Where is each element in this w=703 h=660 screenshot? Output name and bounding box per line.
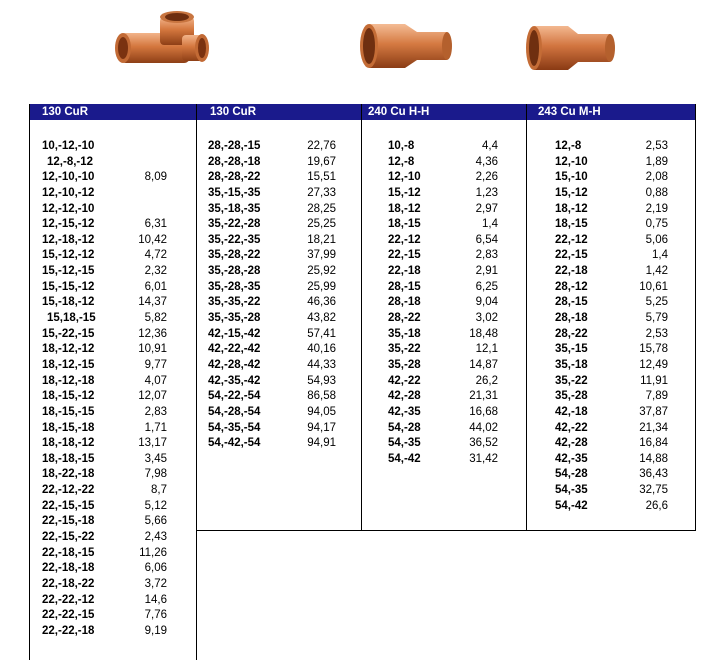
fitting-price: 5,12 — [144, 499, 167, 512]
fitting-size: 42,-22 — [555, 421, 588, 434]
fitting-size: 28,-28,-22 — [208, 171, 261, 184]
fitting-size: 54,-42 — [388, 452, 421, 465]
fitting-price: 2,83 — [475, 249, 498, 262]
fitting-price: 94,91 — [307, 437, 336, 450]
fitting-size: 42,-28,-42 — [208, 358, 261, 371]
fitting-price: 27,33 — [307, 186, 336, 199]
fitting-size: 42,-18 — [555, 405, 588, 418]
fitting-price: 6,31 — [144, 218, 167, 231]
table-border — [361, 104, 362, 531]
fitting-size: 15,-12 — [555, 186, 588, 199]
fitting-price: 54,93 — [307, 374, 336, 387]
fitting-size: 35,-22,-28 — [208, 218, 261, 231]
fitting-size: 28,-15 — [388, 280, 421, 293]
fitting-size: 12,-8,-12 — [47, 155, 94, 168]
fitting-size: 18,-15,-15 — [42, 405, 95, 418]
fitting-price: 2,08 — [645, 171, 668, 184]
fitting-size: 22,-12 — [555, 233, 588, 246]
copper-reducer-hh-icon — [355, 12, 461, 77]
column-header-2: 130 CuR — [210, 106, 257, 118]
fitting-size: 15,-22,-15 — [42, 327, 95, 340]
fitting-price: 7,76 — [144, 609, 167, 622]
fitting-size: 22,-15,-15 — [42, 499, 95, 512]
fitting-size: 54,-42,-54 — [208, 437, 261, 450]
fitting-size: 18,-15,-12 — [42, 390, 95, 403]
fitting-price: 6,06 — [144, 562, 167, 575]
fitting-size: 28,-12 — [555, 280, 588, 293]
fitting-price: 14,88 — [639, 452, 668, 465]
fitting-size: 12,-12,-10 — [42, 202, 95, 215]
fitting-price: 3,02 — [475, 312, 498, 325]
fitting-size: 22,-12,-22 — [42, 484, 95, 497]
fitting-price: 13,17 — [138, 437, 167, 450]
column-header-4: 243 Cu M-H — [538, 106, 601, 118]
fitting-price: 2,91 — [475, 265, 498, 278]
fitting-size: 12,-15,-12 — [42, 218, 95, 231]
fitting-size: 18,-22,-18 — [42, 468, 95, 481]
fitting-price: 37,87 — [639, 405, 668, 418]
fitting-size: 28,-28,-18 — [208, 155, 261, 168]
fitting-size: 35,-18 — [388, 327, 421, 340]
fitting-price: 4,4 — [482, 140, 498, 152]
fitting-price: 2,83 — [144, 405, 167, 418]
fitting-price: 12,36 — [138, 327, 167, 340]
fitting-size: 35,-28 — [388, 358, 421, 371]
fitting-size: 35,-22 — [555, 374, 588, 387]
fitting-price: 5,06 — [645, 233, 668, 246]
fitting-size: 22,-15,-18 — [42, 515, 95, 528]
fitting-size: 12,-8 — [388, 155, 415, 168]
fitting-size: 18,-15 — [555, 218, 588, 231]
fitting-size: 18,-15 — [388, 218, 421, 231]
fitting-price: 36,52 — [469, 437, 498, 450]
fitting-size: 15,-15,-12 — [42, 280, 95, 293]
fitting-price: 28,25 — [307, 202, 336, 215]
fitting-size: 10,-12,-10 — [42, 140, 95, 152]
fitting-size: 28,-15 — [555, 296, 588, 309]
fitting-price: 22,76 — [307, 140, 336, 152]
fitting-size: 22,-18 — [555, 265, 588, 278]
fitting-size: 15,18,-15 — [47, 312, 96, 325]
fitting-size: 12,-10,-10 — [42, 171, 95, 184]
fitting-size: 35,-18,-35 — [208, 202, 261, 215]
fitting-price: 3,45 — [144, 452, 167, 465]
fitting-size: 42,-35 — [388, 405, 421, 418]
fitting-size: 22,-15 — [555, 249, 588, 262]
fitting-price: 44,02 — [469, 421, 498, 434]
fitting-price: 6,54 — [475, 233, 498, 246]
fitting-size: 35,-28,-22 — [208, 249, 261, 262]
fitting-price: 12,1 — [475, 343, 498, 356]
fitting-price: 9,04 — [475, 296, 498, 309]
fitting-price: 5,66 — [144, 515, 167, 528]
fitting-price: 12,07 — [138, 390, 167, 403]
fitting-price: 16,68 — [469, 405, 498, 418]
fitting-size: 54,-35 — [555, 484, 588, 497]
fitting-price: 21,31 — [469, 390, 498, 403]
fitting-size: 12,-8 — [555, 140, 582, 152]
fitting-price: 2,53 — [645, 327, 668, 340]
fitting-price: 15,78 — [639, 343, 668, 356]
fitting-price: 5,25 — [645, 296, 668, 309]
fitting-price: 11,26 — [139, 546, 167, 559]
fitting-size: 35,-22 — [388, 343, 421, 356]
fitting-size: 22,-12 — [388, 233, 421, 246]
fitting-size: 42,-35,-42 — [208, 374, 261, 387]
fitting-size: 35,-35,-28 — [208, 312, 261, 325]
fitting-size: 28,-22 — [388, 312, 421, 325]
fitting-price: 37,99 — [307, 249, 336, 262]
table-border — [526, 104, 527, 531]
fitting-size: 12,-18,-12 — [42, 233, 95, 246]
fitting-size: 15,-12,-15 — [42, 265, 95, 278]
fitting-size: 18,-15,-18 — [42, 421, 95, 434]
fitting-price: 1,89 — [645, 155, 668, 168]
fitting-size: 54,-42 — [555, 499, 588, 512]
fitting-price: 10,42 — [138, 233, 167, 246]
fitting-size: 22,-22,-15 — [42, 609, 95, 622]
fitting-size: 22,-22,-12 — [42, 593, 95, 606]
fitting-size: 22,-18,-15 — [42, 546, 95, 559]
fitting-size: 15,-12 — [388, 186, 421, 199]
fitting-price: 4,36 — [475, 155, 498, 168]
fitting-size: 42,-22 — [388, 374, 421, 387]
fitting-size: 18,-12,-15 — [42, 358, 95, 371]
fitting-size: 18,-12,-18 — [42, 374, 95, 387]
fitting-size: 22,-15,-22 — [42, 531, 95, 544]
fitting-size: 42,-15,-42 — [208, 327, 261, 340]
fitting-size: 35,-35,-22 — [208, 296, 261, 309]
fitting-size: 12,-10 — [555, 155, 588, 168]
fitting-price: 6,25 — [475, 280, 498, 293]
fitting-size: 28,-18 — [388, 296, 421, 309]
table-border — [196, 530, 696, 531]
fitting-price: 2,53 — [645, 140, 668, 152]
fitting-price: 12,49 — [639, 358, 668, 371]
copper-reducer-mh-icon — [520, 16, 620, 78]
fitting-size: 28,-22 — [555, 327, 588, 340]
fitting-price: 7,89 — [645, 390, 668, 403]
fitting-price: 15,51 — [307, 171, 336, 184]
fitting-price: 86,58 — [307, 390, 336, 403]
fitting-price: 36,43 — [639, 468, 668, 481]
fitting-price: 19,67 — [307, 155, 336, 168]
copper-reducing-tee-icon — [110, 5, 216, 80]
fitting-price: 0,88 — [645, 186, 668, 199]
fitting-price: 94,05 — [307, 405, 336, 418]
fitting-size: 54,-28 — [388, 421, 421, 434]
fitting-price: 21,34 — [639, 421, 668, 434]
fitting-price: 2,97 — [475, 202, 498, 215]
fitting-price: 25,99 — [307, 280, 336, 293]
fitting-size: 28,-18 — [555, 312, 588, 325]
fitting-price: 16,84 — [639, 437, 668, 450]
fitting-size: 35,-28,-35 — [208, 280, 261, 293]
column-header-3: 240 Cu H-H — [368, 106, 430, 118]
fitting-size: 15,-18,-12 — [42, 296, 95, 309]
fitting-price: 4,72 — [144, 249, 167, 262]
fitting-price: 10,61 — [639, 280, 668, 293]
fitting-size: 35,-15 — [555, 343, 588, 356]
fitting-size: 18,-18,-15 — [42, 452, 95, 465]
fitting-price: 1,4 — [652, 249, 668, 262]
fitting-price: 2,26 — [475, 171, 498, 184]
fitting-size: 22,-22,-18 — [42, 624, 95, 637]
fitting-price: 18,21 — [307, 233, 336, 246]
fitting-size: 22,-18 — [388, 265, 421, 278]
fitting-price: 57,41 — [307, 327, 336, 340]
fitting-price: 14,87 — [469, 358, 498, 371]
fitting-price: 1,4 — [482, 218, 498, 231]
fitting-size: 54,-28,-54 — [208, 405, 261, 418]
fitting-price: 11,91 — [640, 374, 668, 387]
fitting-size: 35,-15,-35 — [208, 186, 261, 199]
fitting-price: 2,43 — [144, 531, 167, 544]
fitting-price: 9,77 — [144, 358, 167, 371]
fitting-size: 18,-12,-12 — [42, 343, 95, 356]
fitting-price: 14,6 — [144, 593, 167, 606]
fitting-price: 8,7 — [151, 484, 167, 497]
fitting-size: 54,-35 — [388, 437, 421, 450]
fitting-price: 4,07 — [144, 374, 167, 387]
fitting-price: 2,32 — [144, 265, 167, 278]
fitting-size: 54,-35,-54 — [208, 421, 261, 434]
fitting-price: 31,42 — [469, 452, 498, 465]
fitting-size: 42,-22,-42 — [208, 343, 261, 356]
fitting-price: 0,75 — [645, 218, 668, 231]
column-header-1: 130 CuR — [42, 106, 89, 118]
fitting-size: 35,-18 — [555, 358, 588, 371]
fitting-price: 5,79 — [645, 312, 668, 325]
fitting-price: 6,01 — [144, 280, 167, 293]
fitting-size: 12,-10,-12 — [42, 186, 95, 199]
fitting-price: 94,17 — [307, 421, 336, 434]
fitting-size: 15,-10 — [555, 171, 588, 184]
fitting-price: 7,98 — [144, 468, 167, 481]
fitting-size: 22,-18,-22 — [42, 577, 95, 590]
fitting-size: 35,-28,-28 — [208, 265, 261, 278]
fitting-price: 5,82 — [144, 312, 167, 325]
fitting-size: 42,-35 — [555, 452, 588, 465]
fitting-price: 1,71 — [144, 421, 167, 434]
fitting-price: 26,6 — [645, 499, 668, 512]
table-border — [29, 104, 30, 660]
fitting-size: 18,-12 — [388, 202, 421, 215]
fitting-size: 42,-28 — [388, 390, 421, 403]
fitting-price: 32,75 — [639, 484, 668, 497]
table-border — [695, 104, 696, 531]
fitting-price: 26,2 — [475, 374, 498, 387]
fitting-price: 25,25 — [307, 218, 336, 231]
fitting-size: 35,-22,-35 — [208, 233, 261, 246]
fitting-size: 18,-12 — [555, 202, 588, 215]
fitting-size: 22,-18,-18 — [42, 562, 95, 575]
fitting-price: 1,23 — [475, 186, 498, 199]
fitting-size: 35,-28 — [555, 390, 588, 403]
fitting-price: 8,09 — [144, 171, 167, 184]
fitting-price: 10,91 — [138, 343, 167, 356]
fitting-size: 15,-12,-12 — [42, 249, 95, 262]
table-border — [196, 104, 197, 660]
fitting-size: 12,-10 — [388, 171, 421, 184]
fitting-size: 10,-8 — [388, 140, 415, 152]
fitting-price: 3,72 — [144, 577, 167, 590]
fitting-price: 1,42 — [645, 265, 668, 278]
fitting-price: 43,82 — [307, 312, 336, 325]
fitting-size: 42,-28 — [555, 437, 588, 450]
fitting-price: 9,19 — [144, 624, 167, 637]
fitting-price: 2,19 — [645, 202, 668, 215]
fitting-price: 44,33 — [307, 358, 336, 371]
fitting-price: 14,37 — [138, 296, 167, 309]
fitting-size: 28,-28,-15 — [208, 140, 261, 152]
fitting-price: 46,36 — [307, 296, 336, 309]
fitting-size: 22,-15 — [388, 249, 421, 262]
fitting-size: 54,-28 — [555, 468, 588, 481]
fitting-price: 25,92 — [307, 265, 336, 278]
fitting-price: 40,16 — [307, 343, 336, 356]
fitting-size: 54,-22,-54 — [208, 390, 261, 403]
fitting-price: 18,48 — [469, 327, 498, 340]
fitting-size: 18,-18,-12 — [42, 437, 95, 450]
